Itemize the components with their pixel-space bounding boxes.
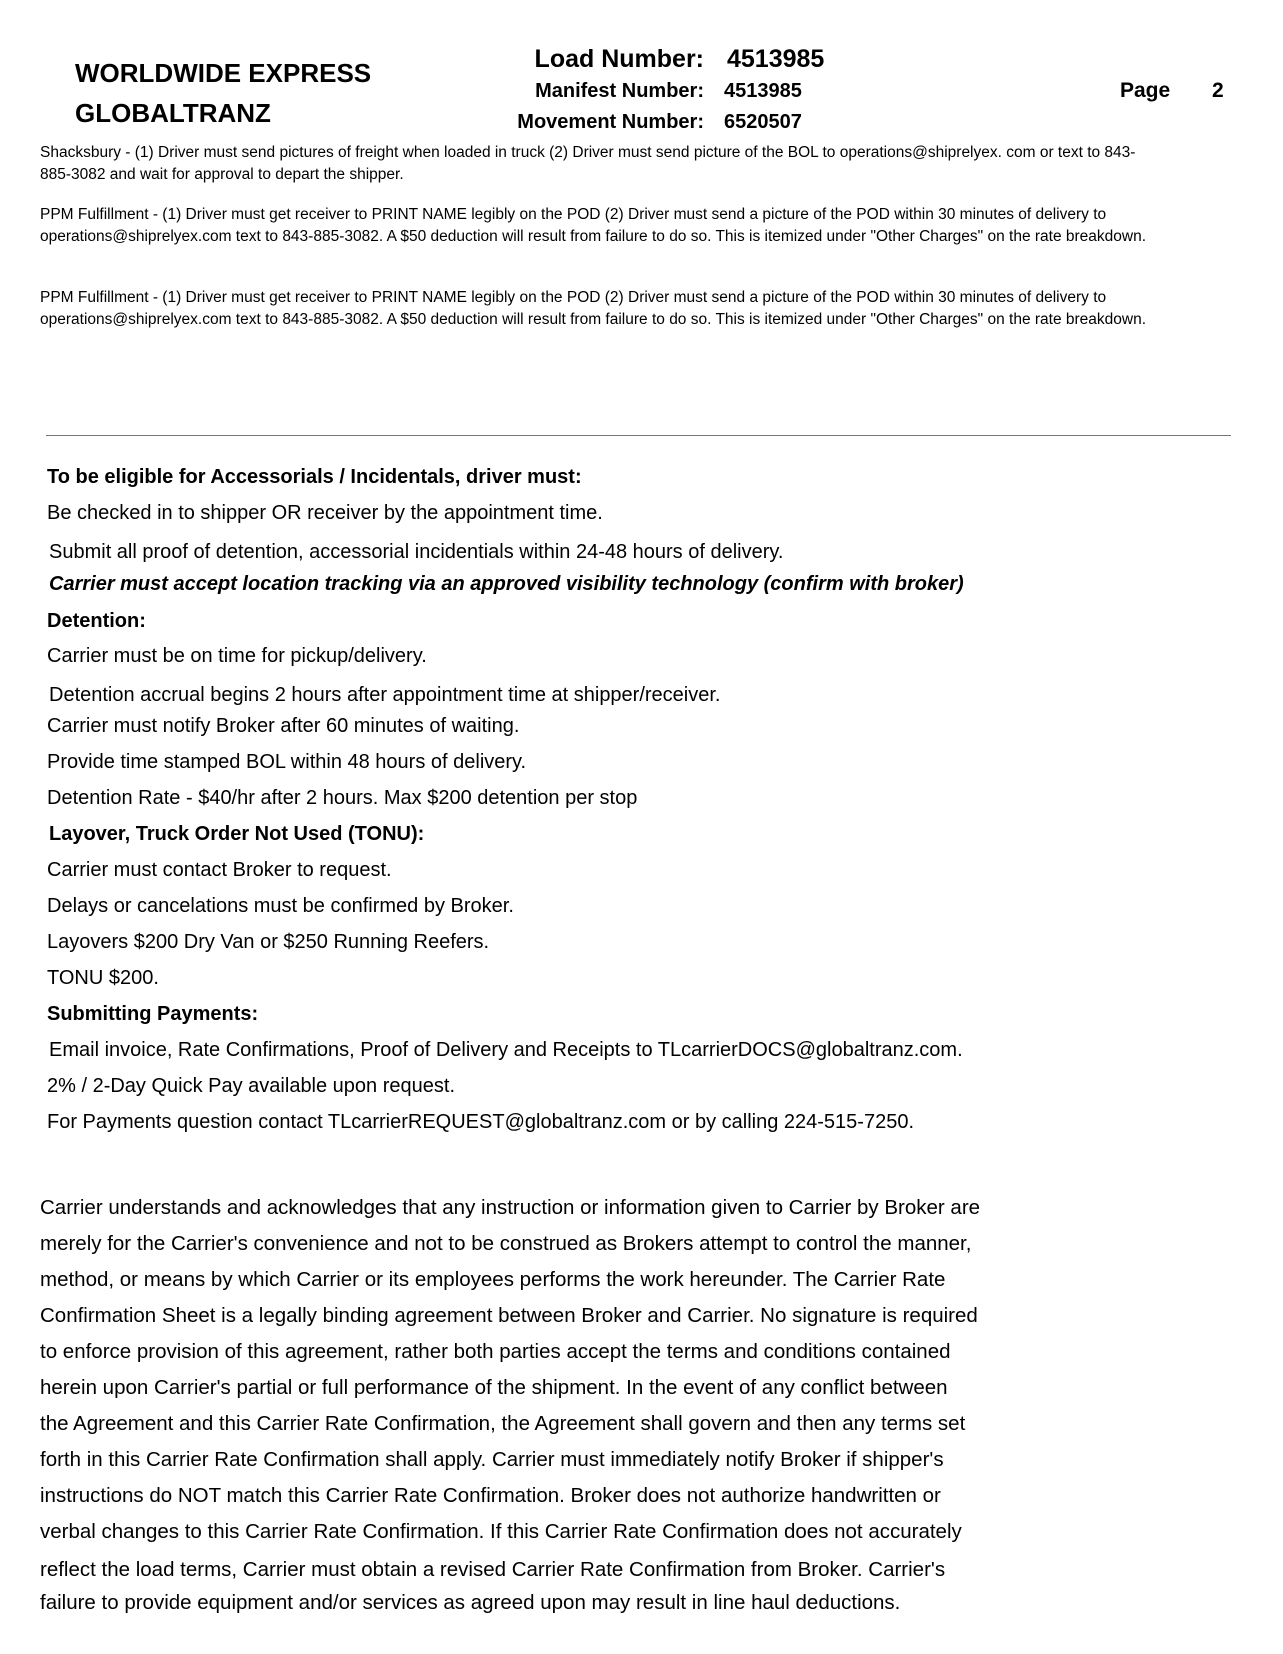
agreement-line: merely for the Carrier's convenience and not to be construed as Brokers attempt to control the manner, (40, 1232, 972, 1255)
page-number: 2 (1212, 79, 1224, 102)
agreement-line: method, or means by which Carrier or its employees performs the work hereunder. The Carrier Rate (40, 1268, 946, 1291)
manifest-number-label: Manifest Number: (535, 80, 704, 102)
manifest-number-value: 4513985 (724, 80, 802, 102)
detention-line: Detention Rate - $40/hr after 2 hours. Max $200 detention per stop (47, 787, 638, 809)
detention-line: Provide time stamped BOL within 48 hours of delivery. (47, 751, 527, 773)
agreement-line: herein upon Carrier's partial or full performance of the shipment. In the event of any conflict between (40, 1376, 948, 1399)
detention-heading: Detention: (47, 610, 146, 632)
accessorials-line: Submit all proof of detention, accessorial incidentials within 24-48 hours of delivery. (49, 541, 784, 563)
agreement-line: the Agreement and this Carrier Rate Confirmation, the Agreement shall govern and then any terms set (40, 1412, 966, 1435)
divider (46, 435, 1231, 436)
receiver-note: PPM Fulfillment - (1) Driver must get receiver to PRINT NAME legibly on the POD (2) Driver must send a picture of the POD within 30 minutes of delivery to operations@shiprelyex.com text to 843-885-3082. A $50 deduction will result from failure to do so. This is itemized under "Other Charges" on the rate breakdown. (40, 289, 1147, 328)
agreement-line: reflect the load terms, Carrier must obtain a revised Carrier Rate Confirmation from Broker. Carrier's (40, 1558, 946, 1581)
movement-number-value: 6520507 (724, 111, 802, 133)
layover-line: Layovers $200 Dry Van or $250 Running Reefers. (47, 931, 490, 953)
movement-number-label: Movement Number: (517, 111, 704, 133)
company-name-line1: WORLDWIDE EXPRESS (75, 58, 372, 88)
layover-line: Carrier must contact Broker to request. (47, 859, 392, 881)
layover-line: TONU $200. (47, 967, 159, 989)
payments-line: Email invoice, Rate Confirmations, Proof of Delivery and Receipts to TLcarrierDOCS@globaltranz.com. (49, 1039, 963, 1061)
agreement-line: to enforce provision of this agreement, rather both parties accept the terms and conditions contained (40, 1340, 951, 1363)
agreement-line: failure to provide equipment and/or services as agreed upon may result in line haul deductions. (40, 1591, 901, 1614)
accessorials-heading: To be eligible for Accessorials / Incidentals, driver must: (47, 466, 582, 488)
shipper-note: Shacksbury - (1) Driver must send pictures of freight when loaded in truck (2) Driver must send picture of the BOL to operations@shiprelyex. com or text to 843-885-3082 and wait for approval to depart the shipper. (40, 144, 1136, 183)
layover-heading: Layover, Truck Order Not Used (TONU): (49, 823, 425, 845)
page-label: Page (1120, 79, 1171, 102)
agreement-line: verbal changes to this Carrier Rate Confirmation. If this Carrier Rate Confirmation does not accurately (40, 1520, 962, 1543)
tracking-requirement: Carrier must accept location tracking via an approved visibility technology (confirm with broker) (49, 573, 964, 595)
load-number-value: 4513985 (727, 45, 825, 73)
accessorials-line: Be checked in to shipper OR receiver by the appointment time. (47, 502, 603, 524)
agreement-line: instructions do NOT match this Carrier Rate Confirmation. Broker does not authorize handwritten or (40, 1484, 941, 1507)
agreement-line: Confirmation Sheet is a legally binding agreement between Broker and Carrier. No signature is required (40, 1304, 978, 1327)
agreement-line: forth in this Carrier Rate Confirmation shall apply. Carrier must immediately notify Broker if shipper's (40, 1448, 944, 1471)
payments-heading: Submitting Payments: (47, 1003, 259, 1025)
agreement-line: Carrier understands and acknowledges that any instruction or information given to Carrier by Broker are (40, 1196, 981, 1219)
payments-line: 2% / 2-Day Quick Pay available upon request. (47, 1075, 455, 1097)
detention-line: Carrier must notify Broker after 60 minutes of waiting. (47, 715, 520, 737)
load-number-label: Load Number: (534, 45, 704, 73)
detention-line: Carrier must be on time for pickup/delivery. (47, 645, 427, 667)
detention-line: Detention accrual begins 2 hours after appointment time at shipper/receiver. (49, 684, 721, 706)
receiver-note: PPM Fulfillment - (1) Driver must get receiver to PRINT NAME legibly on the POD (2) Driver must send a picture of the POD within 30 minutes of delivery to operations@shiprelyex.com text to 843-885-3082. A $50 deduction will result from failure to do so. This is itemized under "Other Charges" on the rate breakdown. (40, 206, 1147, 245)
layover-line: Delays or cancelations must be confirmed by Broker. (47, 895, 514, 917)
payments-line: For Payments question contact TLcarrierREQUEST@globaltranz.com or by calling 224-515-7250. (47, 1111, 915, 1133)
company-name-line2: GLOBALTRANZ (75, 98, 271, 128)
